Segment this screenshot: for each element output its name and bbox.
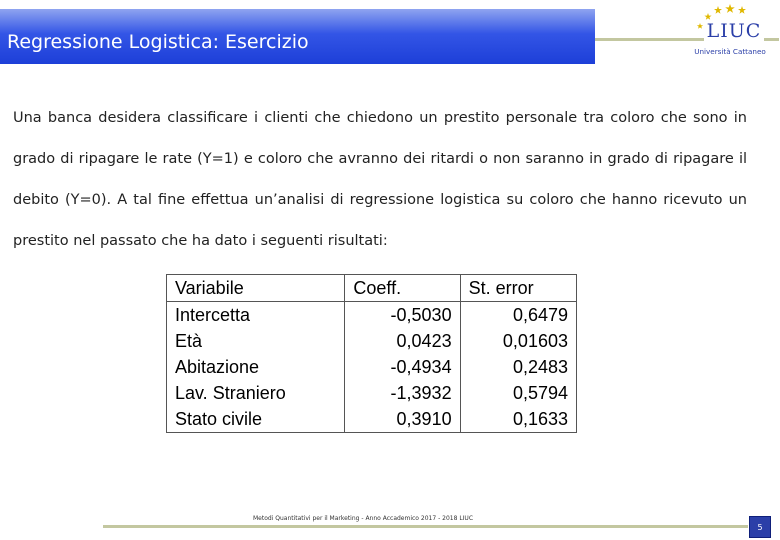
row-coefficient: -0,5030: [345, 302, 460, 329]
row-standard-error: 0,5794: [460, 380, 576, 406]
footer-divider-line: [103, 525, 748, 528]
footer-text: Metodi Quantitativi per il Marketing - Anno Accademico 2017 - 2018 LIUC: [252, 515, 474, 522]
header-st-error: St. error: [460, 275, 576, 302]
row-standard-error: 0,1633: [460, 406, 576, 433]
row-coefficient: 0,3910: [345, 406, 460, 433]
logo-wordmark: LIUC: [704, 20, 764, 42]
table-row: [167, 406, 577, 433]
liuc-logo: [690, 2, 770, 62]
row-variable-name: Stato civile: [167, 406, 345, 433]
table-header-row: [167, 275, 577, 302]
page-number-badge: 5: [749, 516, 771, 538]
header-variabile: Variabile: [167, 275, 345, 302]
table-row: [167, 328, 577, 354]
row-variable-name: Intercetta: [167, 302, 345, 329]
logo-subtitle: Università Cattaneo: [694, 47, 766, 56]
table-row: [167, 302, 577, 329]
row-coefficient: -0,4934: [345, 354, 460, 380]
slide-title: Regressione Logistica: Esercizio: [7, 31, 309, 53]
regression-results-table: [166, 274, 577, 433]
row-standard-error: 0,01603: [460, 328, 576, 354]
header-coeff: Coeff.: [345, 275, 460, 302]
row-coefficient: 0,0423: [345, 328, 460, 354]
row-variable-name: Lav. Straniero: [167, 380, 345, 406]
exercise-text: Una banca desidera classificare i clienti che chiedono un prestito personale tra coloro che sono in grado di ripagare le rate (Y=1) e coloro che avranno dei ritardi o non saranno in grado di ripagare il debito (Y=0). A tal fine effettua un’analisi di regressione logistica su coloro che hanno ricevuto un prestito nel passato che ha dato i seguenti risultati:: [13, 110, 747, 249]
table-row: [167, 354, 577, 380]
row-standard-error: 0,2483: [460, 354, 576, 380]
table-row: [167, 380, 577, 406]
row-variable-name: Abitazione: [167, 354, 345, 380]
row-standard-error: 0,6479: [460, 302, 576, 329]
row-variable-name: Età: [167, 328, 345, 354]
row-coefficient: -1,3932: [345, 380, 460, 406]
